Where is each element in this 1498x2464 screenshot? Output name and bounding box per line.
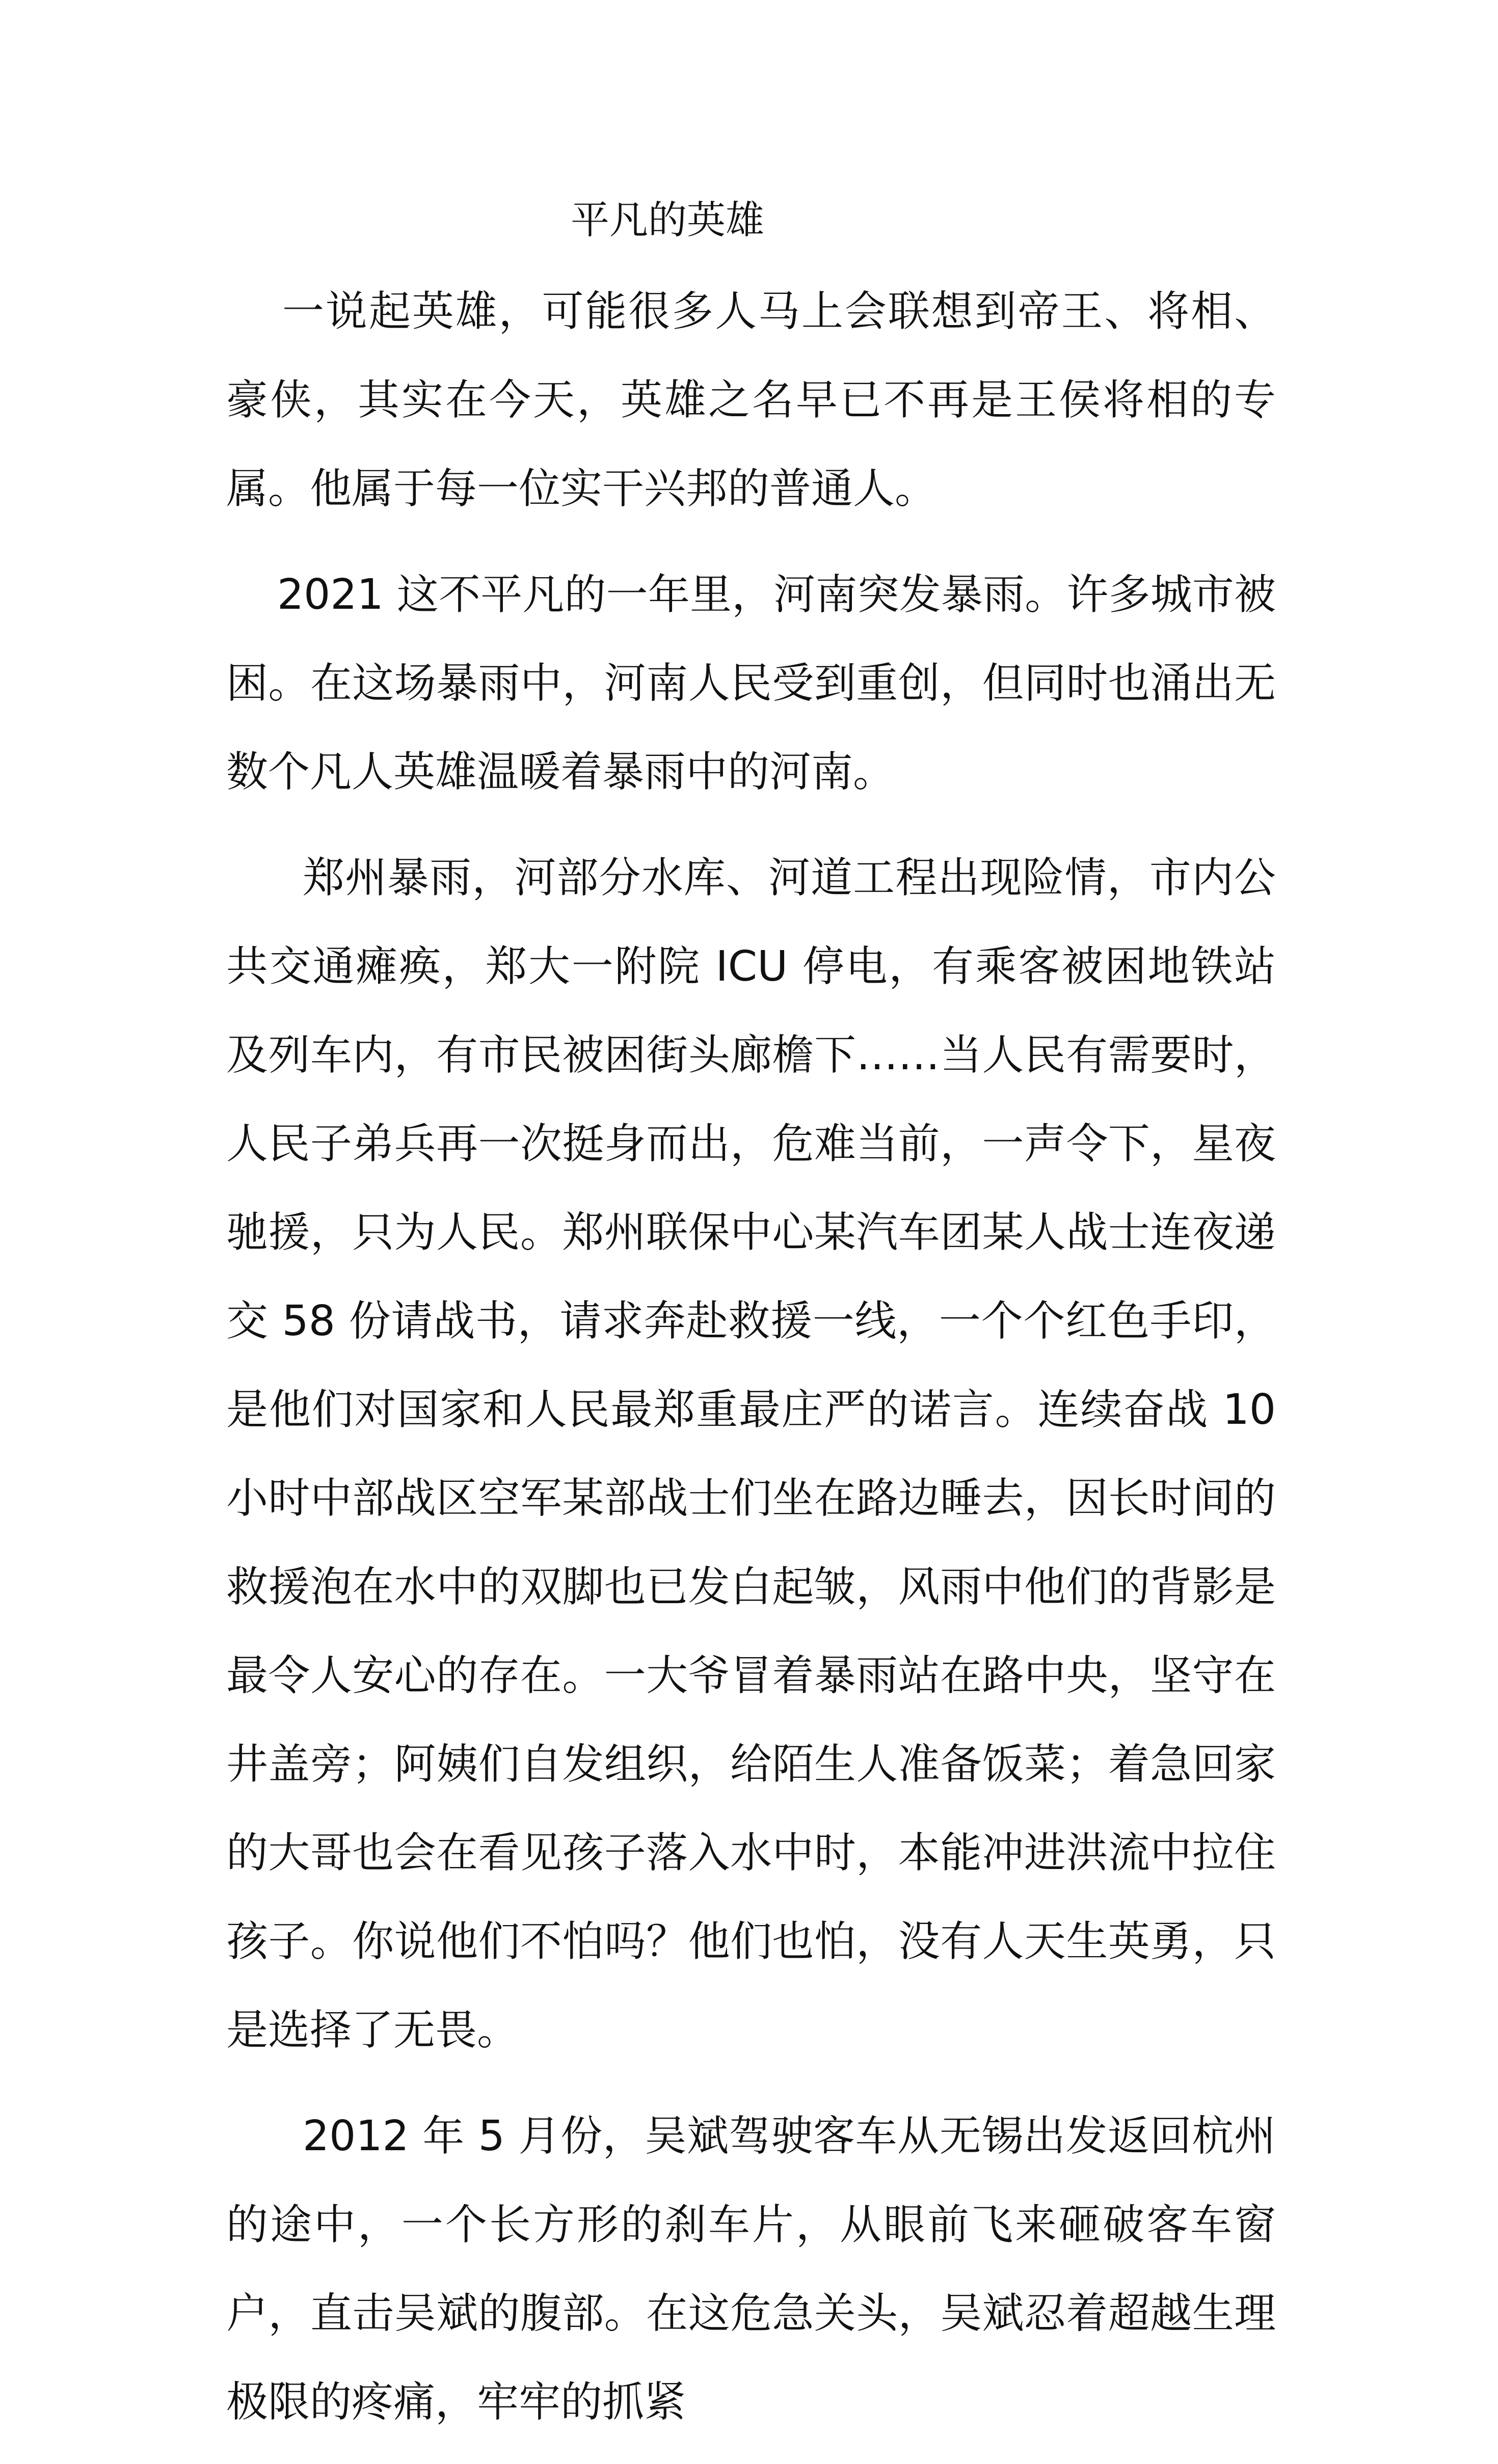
paragraph-wu-bin: 2012 年 5 月份，吴斌驾驶客车从无锡出发返回杭州的途中，一个长方形的刹车片，从眼前飞来砸破客车窗户，直击吴斌的腹部。在这危急关头，吴斌忍着超越生理极限的疼痛，牢牢的抓紧 (226, 2112, 1276, 2426)
document-body (226, 267, 1276, 2464)
paragraph-henan-rainstorm: 2021 这不平凡的一年里，河南突发暴雨。许多城市被困。在这场暴雨中，河南人民受到重创，但同时也涌出无数个凡人英雄温暖着暴雨中的河南。 (226, 571, 1276, 796)
document-title: 平凡的英雄 (571, 197, 764, 242)
paragraph-zhengzhou-rescue: 郑州暴雨，河部分水库、河道工程出现险情，市内公共交通瘫痪，郑大一附院 ICU 停电，有乘客被困地铁站及列车内，有市民被困街头廊檐下……当人民有需要时，人民子弟兵再一次挺身而出，危难当前，一声令下，星夜驰援，只为人民。郑州联保中心某汽车团某人战士连夜递交 58 份请战书，请求奔赴救援一线，一个个红色手印，是他们对国家和人民最郑重最庄严的诺言。连续奋战 10 小时中部战区空军某部战士们坐在路边睡去，因长时间的救援泡在水中的双脚也已发白起皱，风雨中他们的背影是最令人安心的存在。一大爷冒着暴雨站在路中央，坚守在井盖旁；阿姨们自发组织，给陌生人准备饭菜；着急回家的大哥也会在看见孩子落入水中时，本能冲进洪流中拉住孩子。你说他们不怕吗？他们也怕，没有人天生英勇，只是选择了无畏。 (226, 854, 1276, 2054)
paragraph-intro: 一说起英雄，可能很多人马上会联想到帝王、将相、豪侠，其实在今天，英雄之名早已不再是王侯将相的专属。他属于每一位实干兴邦的普通人。 (226, 287, 1276, 513)
